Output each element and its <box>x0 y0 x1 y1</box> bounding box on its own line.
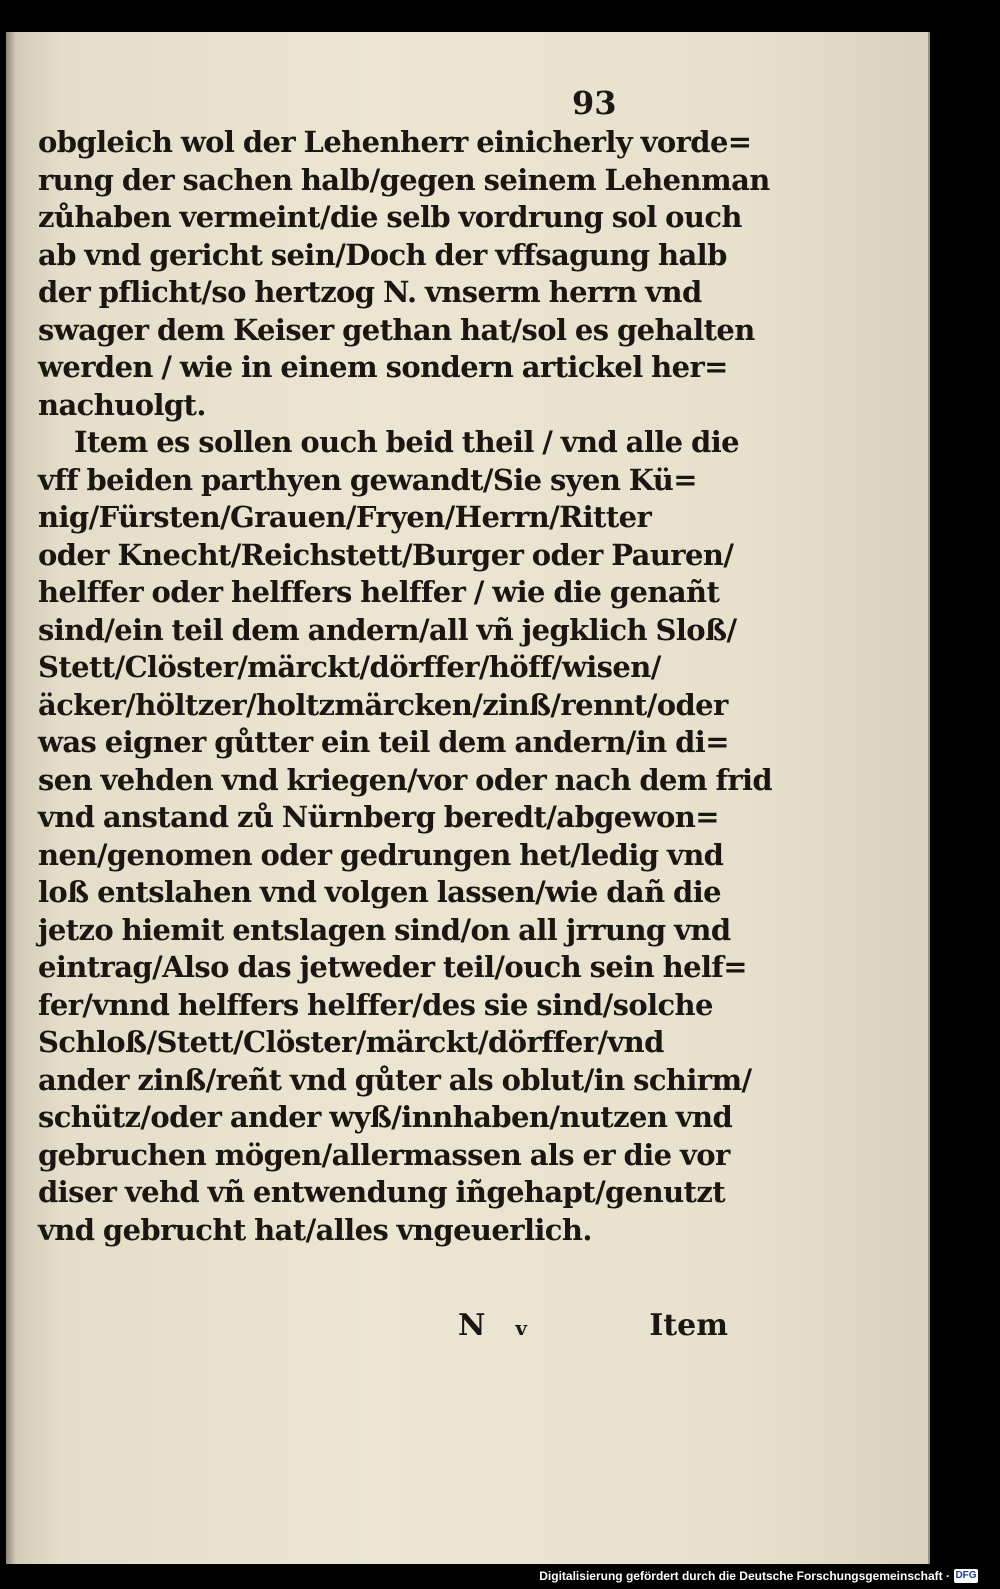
signature-sub: v <box>515 1316 528 1340</box>
text-line: vnd gebrucht hat/alles vngeuerlich. <box>38 1212 592 1247</box>
signature-letter: N <box>458 1308 486 1343</box>
text-line: eintrag/Also das jetweder teil/ouch sein helf= <box>38 950 747 984</box>
text-line: Schloß/Stett/Clöster/märckt/dörffer/vnd <box>38 1025 664 1059</box>
text-line: ander zinß/reñt vnd gůter als oblut/in schirm/ <box>38 1062 752 1097</box>
text-line: gebruchen mögen/allermassen als er die vor <box>38 1137 730 1172</box>
text-line: jetzo hiemit entslagen sind/on all jrrung vnd <box>38 912 731 947</box>
text-line: was eigner gůtter ein teil dem andern/in di= <box>38 725 729 759</box>
text-line: loß entslahen vnd volgen lassen/wie dañ die <box>38 875 722 909</box>
text-line: obgleich wol der Lehenherr einicherly vorde= <box>38 125 752 159</box>
text-line: fer/vnnd helffers helffer/des sie sind/solche <box>38 987 713 1022</box>
text-line: nig/Fürsten/Grauen/Fryen/Herrn/Ritter <box>38 500 652 534</box>
text-line: swager dem Keiser gethan hat/sol es gehalten <box>38 312 755 347</box>
credit-text: Digitalisierung gefördert durch die Deutsche Forschungsgemeinschaft · <box>539 1569 950 1583</box>
text-line: sind/ein teil dem andern/all vñ jegklich Sloß/ <box>38 612 737 647</box>
book-page <box>6 32 930 1564</box>
text-line: vnd anstand zů Nürnberg beredt/abgewon= <box>38 800 719 834</box>
text-line: Stett/Clöster/märckt/dörffer/höff/wisen/ <box>38 650 661 684</box>
body-text <box>38 124 773 1249</box>
signature-mark <box>458 1308 527 1343</box>
digitization-credit <box>539 1566 978 1586</box>
text-line: nachuolgt. <box>38 387 206 422</box>
text-line: oder Knecht/Reichstett/Burger oder Pauren/ <box>38 537 734 572</box>
text-line: werden / wie in einem sondern artickel her= <box>38 350 728 384</box>
text-line: rung der sachen halb/gegen seinem Lehenman <box>38 162 770 197</box>
text-line: äcker/höltzer/holtzmärcken/zinß/rennt/oder <box>38 687 728 722</box>
dfg-logo: DFG <box>955 1570 977 1581</box>
text-line: ab vnd gericht sein/Doch der vffsagung halb <box>38 237 727 272</box>
text-line: nen/genomen oder gedrungen het/ledig vnd <box>38 837 724 872</box>
text-line: vff beiden parthyen gewandt/Sie syen Kü= <box>38 462 697 497</box>
page-gutter-shadow <box>6 32 16 1564</box>
paragraph-start-line: Item es sollen ouch beid theil / vnd alle die <box>74 425 739 459</box>
text-line: schütz/oder ander wyß/innhaben/nutzen vnd <box>38 1100 733 1134</box>
text-line: sen vehden vnd kriegen/vor oder nach dem frid <box>38 762 773 797</box>
catchword: Item <box>649 1308 728 1343</box>
page-number: 93 <box>572 84 617 122</box>
text-line: der pflicht/so hertzog N. vnserm herrn vnd <box>38 275 702 309</box>
text-line: zůhaben vermeint/die selb vordrung sol ouch <box>38 200 742 234</box>
text-line: helffer oder helffers helffer / wie die genañt <box>38 575 720 609</box>
text-line: diser vehd vñ entwendung iñgehapt/genutzt <box>38 1175 726 1209</box>
